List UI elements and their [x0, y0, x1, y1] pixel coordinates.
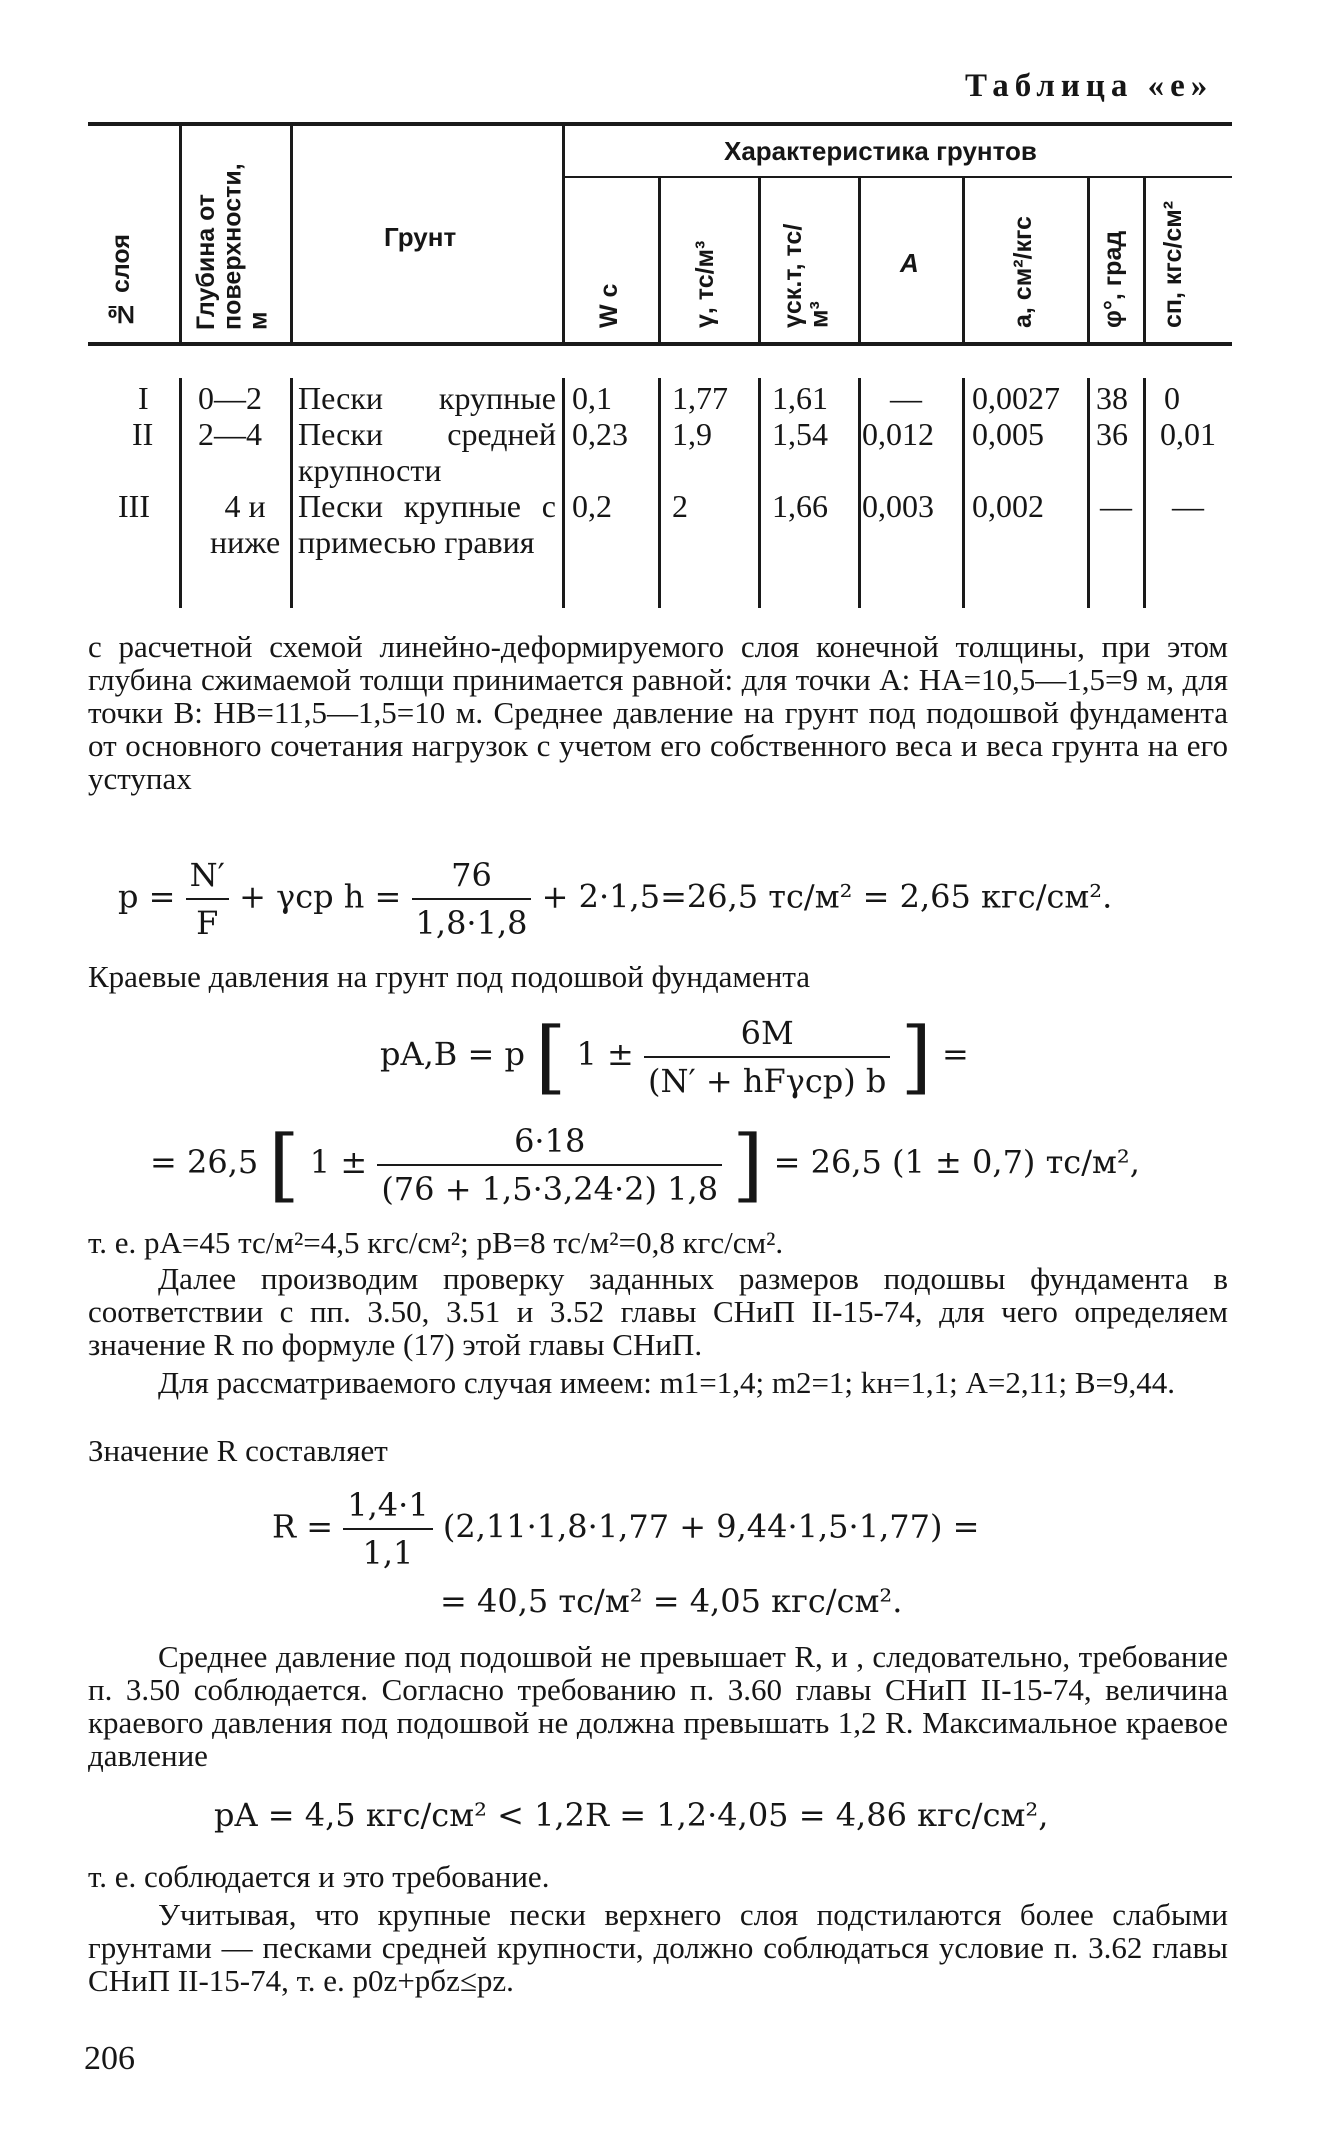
table-vline: [179, 126, 182, 342]
header-a: a, см²/кгс: [1009, 216, 1037, 328]
cell-phi: 36: [1096, 416, 1128, 452]
formula-text: (2,11·1,8·1,77 + 9,44·1,5·1,77) =: [442, 1507, 980, 1546]
table-vline: [179, 378, 182, 608]
cell-layer: III: [118, 488, 150, 524]
table-vline: [962, 178, 965, 342]
table-vline: [1087, 378, 1090, 608]
paragraph-9: Учитывая, что крупные пески верхнего слоя подстилаются более слабыми грунтами — песками средней крупности, должно соблюдаться условие п. 3.62 главы СНиП II-15-74, т. е. p0z+pбz≤pz.: [88, 1897, 1228, 1998]
table-vline: [290, 378, 293, 608]
right-bracket: ]: [732, 1118, 764, 1211]
formula-text: + 2·1,5=26,5 тс/м² = 2,65 кгс/см².: [541, 877, 1113, 916]
cell-w: 0,1: [572, 380, 612, 416]
cell-gamma: 1,9: [672, 416, 712, 452]
left-bracket: [: [535, 1010, 567, 1103]
formula-R: [272, 1486, 979, 1572]
cell-soil: Пески крупные с примесью гравия: [298, 488, 556, 560]
table-vline: [658, 378, 661, 608]
formula-text: 1 ±: [309, 1143, 368, 1181]
header-gamma: γ, тс/м³: [691, 240, 719, 328]
paragraph-1: с расчетной схемой линейно-деформируемого слоя конечной толщины, при этом глубина сжимаемой толщи принимается равной: для точки A: HA=10,5—1,5=9 м, для точки B: HB=11,5—1,5=10 м. Среднее давление на грунт под подошвой фундамента от основного сочетания нагрузок с учетом его собственного веса и веса грунта на его уступах: [88, 629, 1228, 796]
table-vline: [758, 378, 761, 608]
header-soil: Грунт: [384, 222, 457, 252]
cell-a: 0,0027: [972, 380, 1060, 416]
formula-mean-pressure: [118, 856, 1112, 942]
formula-R-value: = 40,5 тс/м² = 4,05 кгс/см².: [440, 1582, 903, 1620]
cell-c: 0,01: [1160, 416, 1216, 452]
formula-text: pA,B = p: [380, 1035, 525, 1073]
paragraph-4: Далее производим проверку заданных размеров подошвы фундамента в соответствии с пп. 3.50, 3.51 и 3.52 главы СНиП II-15-74, для чего определяем значение R по формуле (17) этой главы СНиП.: [88, 1261, 1228, 1362]
cell-depth: 0—2: [198, 380, 262, 416]
fraction: [644, 1014, 890, 1100]
table-vline: [1087, 178, 1090, 342]
paragraph-2: Краевые давления на грунт под подошвой фундамента: [88, 959, 811, 994]
header-w: W c: [595, 283, 623, 328]
formula-pA-check: pA = 4,5 кгс/см² < 1,2R = 1,2·4,05 = 4,86 кгс/см²,: [214, 1796, 1049, 1834]
table-header-rule: [88, 342, 1232, 346]
cell-gamma-sk: 1,54: [772, 416, 828, 452]
header-group-label: Характеристика грунтов: [724, 136, 1037, 166]
formula-text: + γср h =: [239, 877, 402, 916]
fraction-denominator: (N′ + hFγср) b: [648, 1061, 887, 1100]
table-vline: [562, 378, 565, 608]
formula-text: = 26,5 (1 ± 0,7) тс/м²,: [773, 1143, 1140, 1181]
table-group-rule: [564, 176, 1232, 178]
cell-gamma-sk: 1,61: [772, 380, 828, 416]
header-c: cп, кгс/см²: [1159, 200, 1187, 328]
formula-text: 1 ±: [576, 1035, 634, 1073]
fraction: [377, 1122, 722, 1208]
table-vline: [1143, 178, 1146, 342]
left-bracket: [: [268, 1118, 300, 1211]
fraction-numerator: 76: [412, 856, 532, 900]
table-top-rule: [88, 122, 1232, 126]
fraction-denominator: F: [196, 904, 219, 942]
cell-gamma: 1,77: [672, 380, 728, 416]
header-depth: Глубина от поверхности, м: [192, 163, 273, 330]
cell-c: 0: [1164, 380, 1180, 416]
fraction: [412, 856, 532, 942]
cell-layer: I: [138, 380, 149, 416]
formula-text: = 26,5: [150, 1143, 259, 1181]
fraction: [343, 1486, 432, 1572]
table-vline: [858, 378, 861, 608]
fraction-denominator: 1,1: [362, 1534, 414, 1572]
cell-layer: II: [132, 416, 154, 452]
cell-gamma: 2: [672, 488, 688, 524]
cell-gamma-sk: 1,66: [772, 488, 828, 524]
table-title: Таблица «е»: [965, 68, 1214, 104]
header-A: A: [900, 248, 919, 278]
fraction-denominator: (76 + 1,5·3,24·2) 1,8: [381, 1169, 719, 1208]
table-vline: [1143, 378, 1146, 608]
cell-depth: 2—4: [198, 416, 262, 452]
right-bracket: ]: [900, 1010, 932, 1103]
paragraph-3: т. е. pA=45 тс/м²=4,5 кгс/см²; pB=8 тс/м²=0,8 кгс/см².: [88, 1225, 784, 1260]
cell-A: —: [890, 380, 922, 416]
paragraph-7: Среднее давление под подошвой не превышает R, и , следовательно, требование п. 3.50 соблюдается. Согласно требованию п. 3.60 главы СНиП II-15-74, величина краевого давления под подошвой не должна превышать 1,2 R. Максимальное краевое давление: [88, 1639, 1228, 1773]
fraction-numerator: N′: [186, 856, 229, 900]
paragraph-8: т. е. соблюдается и это требование.: [88, 1859, 550, 1894]
cell-soil: Пески средней крупности: [298, 416, 556, 488]
table-vline: [290, 126, 293, 342]
formula-edge-pressure: [380, 1010, 969, 1103]
formula-text: =: [941, 1035, 969, 1073]
cell-w: 0,23: [572, 416, 628, 452]
header-gamma-sk: γск.т, тс/м³: [779, 223, 834, 328]
header-layer: № слоя: [107, 234, 135, 328]
formula-text: R =: [272, 1507, 334, 1546]
table-vline: [758, 178, 761, 342]
fraction-numerator: 6M: [644, 1014, 890, 1058]
cell-A: 0,003: [862, 488, 934, 524]
cell-phi: —: [1100, 488, 1132, 524]
paragraph-5: Для рассматриваемого случая имеем: m1=1,4; m2=1; kн=1,1; A=2,11; B=9,44.: [158, 1365, 1175, 1400]
cell-phi: 38: [1096, 380, 1128, 416]
table-vline: [562, 126, 565, 342]
formula-edge-pressure-value: [150, 1118, 1140, 1211]
table-vline: [658, 178, 661, 342]
cell-w: 0,2: [572, 488, 612, 524]
cell-a: 0,005: [972, 416, 1044, 452]
cell-A: 0,012: [862, 416, 934, 452]
header-phi: φ°, град: [1099, 230, 1127, 328]
formula-text: p =: [118, 877, 176, 916]
fraction-numerator: 6·18: [377, 1122, 722, 1166]
table-vline: [858, 178, 861, 342]
cell-depth: 4 и ниже: [210, 488, 281, 560]
fraction: [186, 856, 229, 942]
fraction-denominator: 1,8·1,8: [415, 904, 528, 942]
paragraph-6: Значение R составляет: [88, 1433, 388, 1468]
cell-c: —: [1172, 488, 1204, 524]
cell-soil: Пески крупные: [298, 380, 556, 416]
fraction-numerator: 1,4·1: [343, 1486, 432, 1530]
page-number: 206: [84, 2040, 135, 2077]
table-vline: [962, 378, 965, 608]
cell-a: 0,002: [972, 488, 1044, 524]
